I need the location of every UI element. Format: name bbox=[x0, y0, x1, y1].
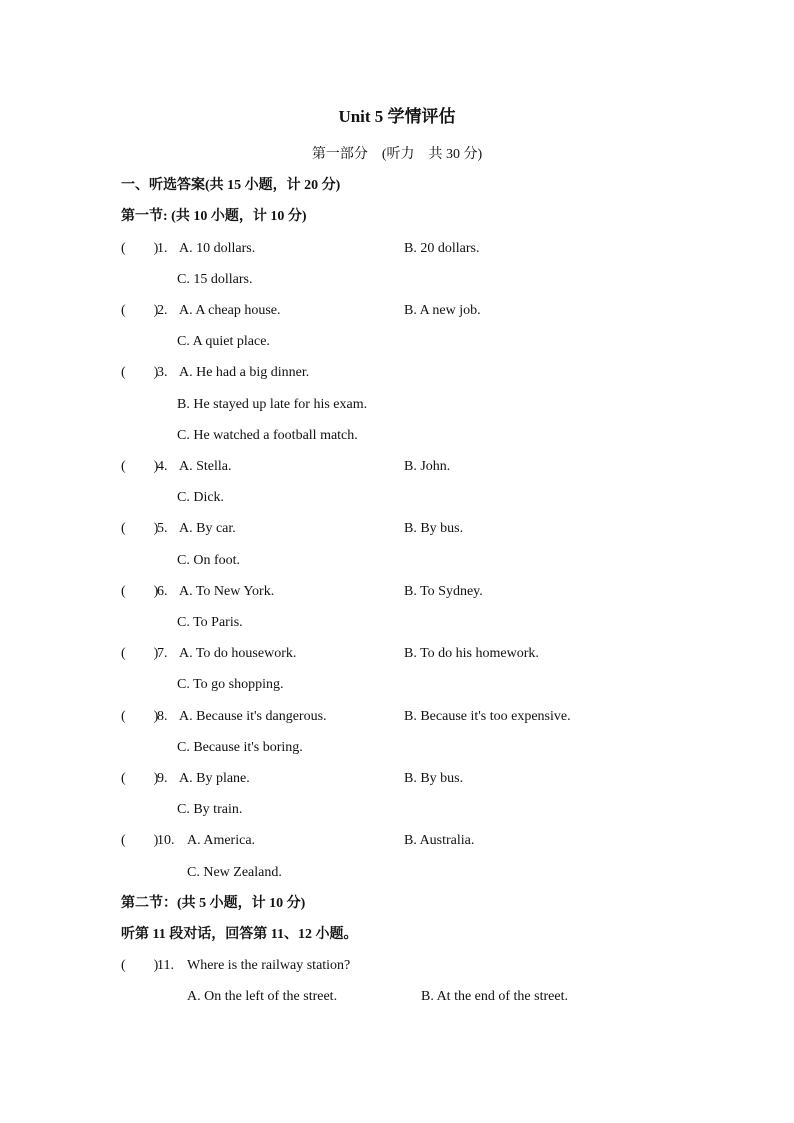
option-c: C. A quiet place. bbox=[177, 334, 270, 349]
option-c: C. To go shopping. bbox=[177, 677, 284, 692]
question-row bbox=[0, 302, 794, 320]
option-b: B. To do his homework. bbox=[404, 646, 539, 661]
option-a: A. America. bbox=[187, 833, 256, 848]
option-c: C. 15 dollars. bbox=[177, 272, 253, 287]
option-c: C. By train. bbox=[177, 802, 243, 817]
dialogue-instruction: 听第 11 段对话，回答第 11、12 小题。 bbox=[121, 927, 358, 942]
question-number: 6. bbox=[157, 584, 168, 599]
option-b: B. 20 dollars. bbox=[404, 241, 480, 256]
option-c: C. He watched a football match. bbox=[177, 428, 358, 443]
question-row bbox=[0, 520, 794, 538]
question-text: Where is the railway station? bbox=[187, 958, 351, 973]
question-row bbox=[0, 458, 794, 476]
option-a: A. By car. bbox=[179, 521, 236, 536]
option-a: A. On the left of the street. bbox=[187, 989, 338, 1004]
question-number: 3. bbox=[157, 365, 168, 380]
option-a: A. To do housework. bbox=[179, 646, 297, 661]
option-a: A. Because it's dangerous. bbox=[179, 709, 327, 724]
option-a: A. To New York. bbox=[179, 584, 275, 599]
option-c: C. Dick. bbox=[177, 490, 225, 505]
question-row bbox=[0, 708, 794, 726]
answer-blank[interactable]: ( ) bbox=[121, 833, 159, 848]
question-row bbox=[0, 957, 794, 975]
option-b: B. To Sydney. bbox=[404, 584, 483, 599]
option-c: C. Because it's boring. bbox=[177, 740, 303, 755]
option-c: C. To Paris. bbox=[177, 615, 243, 630]
answer-blank[interactable]: ( ) bbox=[121, 459, 159, 474]
answer-blank[interactable]: ( ) bbox=[121, 521, 159, 536]
question-row bbox=[0, 583, 794, 601]
question-row bbox=[0, 832, 794, 850]
option-b: B. Because it's too expensive. bbox=[404, 709, 571, 724]
question-row bbox=[0, 645, 794, 663]
answer-blank[interactable]: ( ) bbox=[121, 584, 159, 599]
option-b: B. He stayed up late for his exam. bbox=[177, 397, 368, 412]
option-a: A. By plane. bbox=[179, 771, 250, 786]
subsection2-heading: 第二节：(共 5 小题，计 10 分) bbox=[121, 896, 306, 911]
answer-blank[interactable]: ( ) bbox=[121, 303, 159, 318]
option-b: B. By bus. bbox=[404, 771, 464, 786]
question-number: 8. bbox=[157, 709, 168, 724]
option-c: C. New Zealand. bbox=[187, 865, 282, 880]
answer-blank[interactable]: ( ) bbox=[121, 709, 159, 724]
option-a: A. Stella. bbox=[179, 459, 232, 474]
answer-blank[interactable]: ( ) bbox=[121, 365, 159, 380]
question-number: 1. bbox=[157, 241, 168, 256]
option-b: B. By bus. bbox=[404, 521, 464, 536]
subsection1-heading: 第一节: (共 10 小题，计 10 分) bbox=[121, 209, 307, 224]
part-heading: 第一部分 (听力 共 30 分) bbox=[311, 147, 483, 162]
page-title: Unit 5 学情评估 bbox=[338, 107, 456, 126]
option-a: A. He had a big dinner. bbox=[179, 365, 310, 380]
question-row bbox=[0, 364, 794, 382]
section1-heading: 一、听选答案(共 15 小题，计 20 分) bbox=[121, 178, 341, 193]
question-number: 10. bbox=[157, 833, 175, 848]
question-number: 7. bbox=[157, 646, 168, 661]
question-row bbox=[0, 240, 794, 258]
option-a: A. A cheap house. bbox=[179, 303, 281, 318]
answer-blank[interactable]: ( ) bbox=[121, 771, 159, 786]
answer-blank[interactable]: ( ) bbox=[121, 646, 159, 661]
question-number: 9. bbox=[157, 771, 168, 786]
question-number: 5. bbox=[157, 521, 168, 536]
option-b: B. Australia. bbox=[404, 833, 475, 848]
option-b: B. At the end of the street. bbox=[421, 989, 568, 1004]
question-number: 4. bbox=[157, 459, 168, 474]
answer-blank[interactable]: ( ) bbox=[121, 241, 159, 256]
answer-blank[interactable]: ( ) bbox=[121, 958, 159, 973]
option-c: C. On foot. bbox=[177, 553, 240, 568]
question-number: 2. bbox=[157, 303, 168, 318]
question-number: 11. bbox=[157, 958, 174, 973]
option-a: A. 10 dollars. bbox=[179, 241, 256, 256]
option-b: B. John. bbox=[404, 459, 451, 474]
question-row bbox=[0, 770, 794, 788]
option-b: B. A new job. bbox=[404, 303, 481, 318]
